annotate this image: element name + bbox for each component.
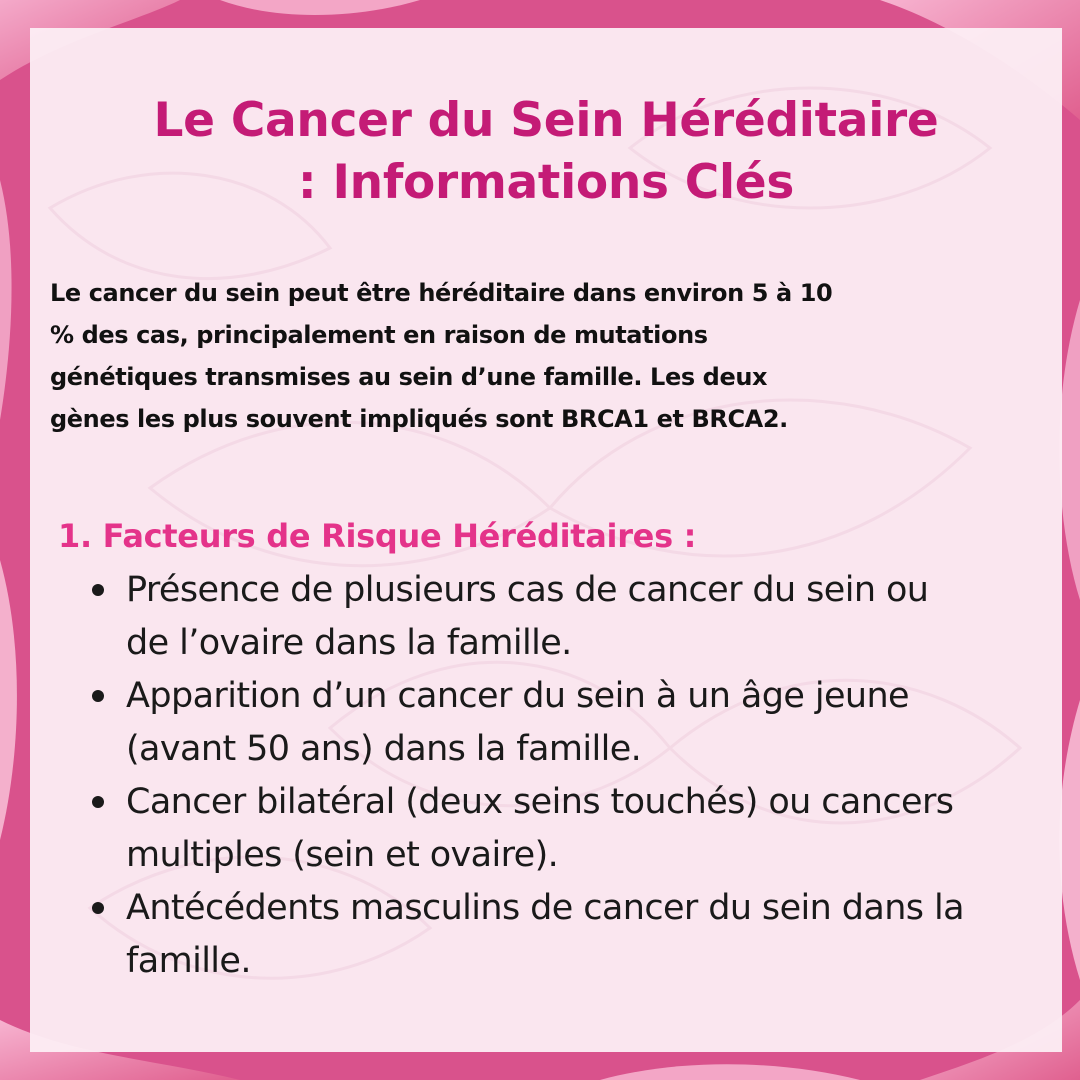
intro-line-1: Le cancer du sein peut être héréditaire dans environ 5 à 10 [50,279,833,307]
list-item [126,670,1046,776]
intro-line-2: % des cas, principalement en raison de mutations [50,321,708,349]
content-card [30,28,1062,1052]
bullet-icon [92,584,104,596]
list-item-line: famille. [126,941,251,981]
list-item [126,882,1046,988]
intro-line-4: gènes les plus souvent impliqués sont BRCA1 et BRCA2. [50,405,788,433]
title-line-2: : Informations Clés [297,155,795,210]
list-item [126,776,1046,882]
title-line-1: Le Cancer du Sein Héréditaire [153,93,939,148]
list-item-line: Antécédents masculins de cancer du sein dans la [126,888,964,928]
bullet-icon [92,796,104,808]
list-item-line: (avant 50 ans) dans la famille. [126,729,642,769]
intro-paragraph [50,272,1020,440]
list-item-line: multiples (sein et ovaire). [126,835,559,875]
bullet-icon [92,902,104,914]
page-title [30,90,1062,214]
intro-line-3: génétiques transmises au sein d’une famille. Les deux [50,363,768,391]
list-item-line: Cancer bilatéral (deux seins touchés) ou cancers [126,782,954,822]
bullet-icon [92,690,104,702]
risk-factors-list [126,564,1046,988]
list-item-line: Apparition d’un cancer du sein à un âge jeune [126,676,909,716]
list-item-line: Présence de plusieurs cas de cancer du sein ou [126,570,929,610]
list-item-line: de l’ovaire dans la famille. [126,623,572,663]
section-heading-risk-factors: 1. Facteurs de Risque Héréditaires : [58,517,697,555]
list-item [126,564,1046,670]
